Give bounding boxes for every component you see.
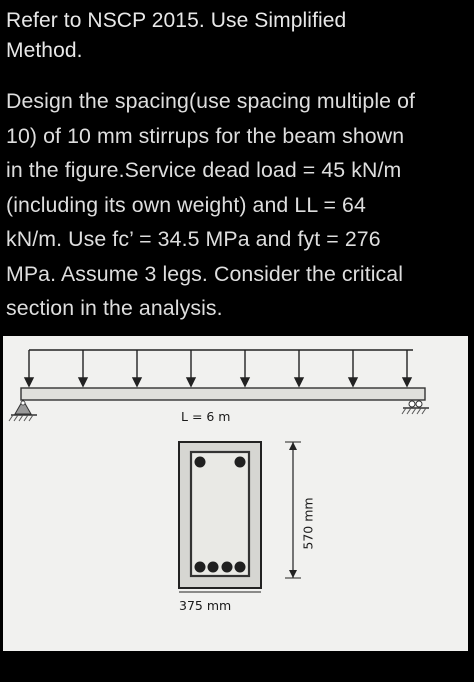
question-line-3: in the figure.Service dead load = 45 kN/m (6, 158, 402, 182)
question-line-2: 10) of 10 mm stirrups for the beam shown (6, 123, 405, 148)
span-label: L = 6 m (181, 409, 231, 424)
beam (21, 388, 425, 400)
stirrup (191, 452, 249, 576)
roller-support (409, 401, 415, 407)
question-text (6, 84, 472, 326)
question-line-5: kN/m. Use fc’ = 34.5 MPa and fyt = 276 (6, 227, 381, 251)
question-line-4: (including its own weight) and LL = 64 (6, 192, 366, 217)
question-line-1: Design the spacing(use spacing multiple of (6, 89, 416, 113)
question-line-6: MPa. Assume 3 legs. Consider the critical (6, 261, 404, 286)
load-arrows (25, 350, 411, 386)
post-header (6, 6, 468, 66)
height-label: 570 mm (300, 497, 316, 550)
beam-figure (3, 336, 468, 651)
width-label: 375 mm (179, 598, 232, 613)
question-line-7: section in the analysis. (6, 296, 223, 320)
beam-diagram (3, 336, 468, 651)
header-line-1: Refer to NSCP 2015. Use Simplified (6, 9, 347, 32)
header-line-2: Method. (6, 39, 83, 62)
